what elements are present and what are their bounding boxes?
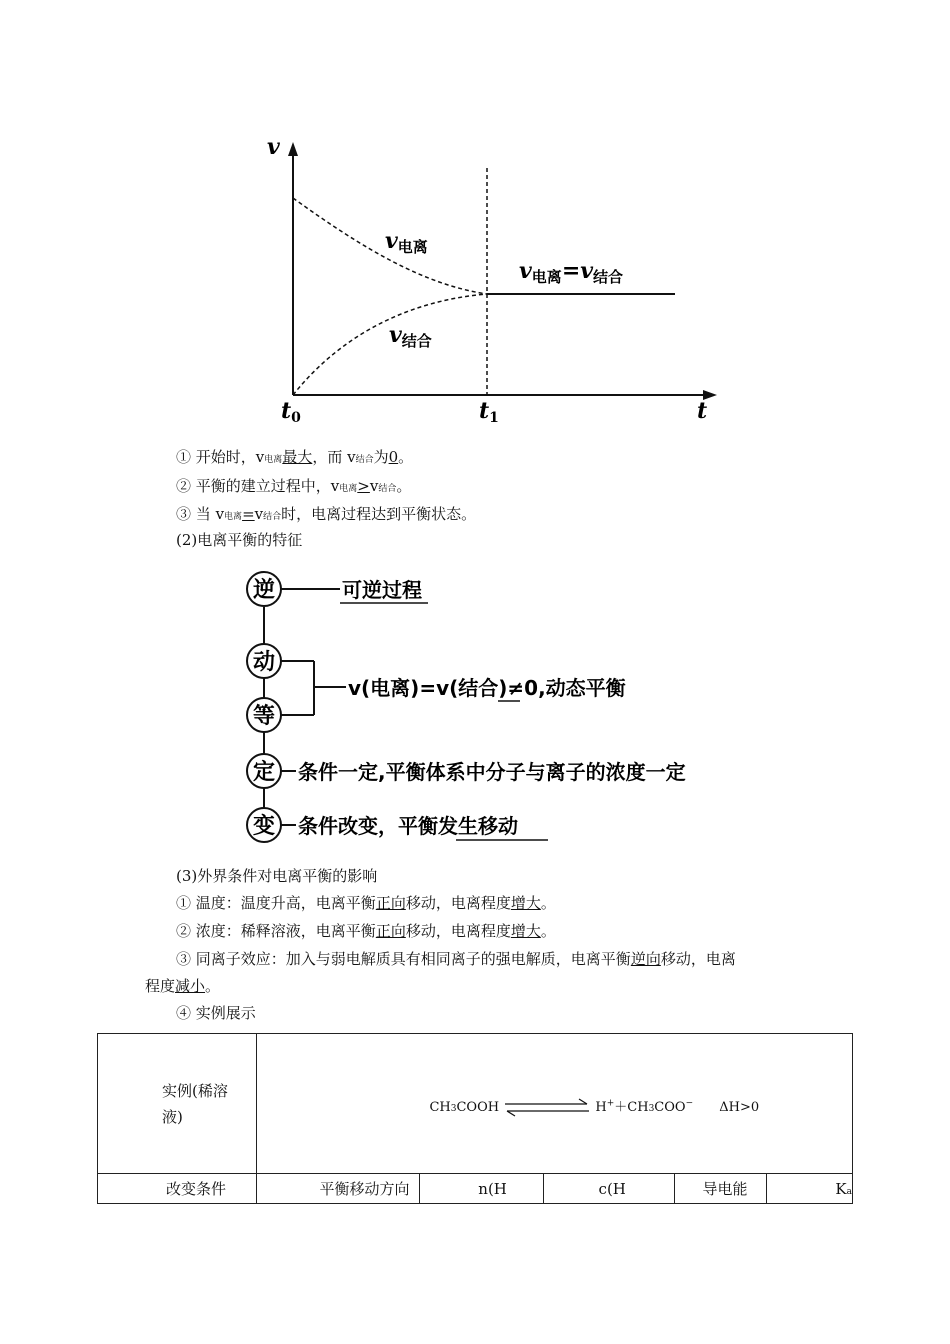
v-ionization-label: v电离: [385, 228, 428, 256]
bullet-common-ion: ③ 同离子效应：加入与弱电解质具有相同离子的强电解质，电离平衡逆向移动，电离: [176, 950, 736, 968]
example-label-line-1: 实例(稀溶: [162, 1081, 228, 1100]
table-row-reaction: [98, 1034, 853, 1174]
text-fixed: 条件一定,平衡体系中分子与离子的浓度一定: [298, 760, 686, 784]
bullet-process: ② 平衡的建立过程中，v电离>v结合。: [176, 477, 412, 495]
example-label-cell: [98, 1034, 257, 1174]
bullet-common-ion-cont: 程度减小。: [145, 977, 221, 995]
table-header-row: [98, 1174, 853, 1204]
reaction-cell: [257, 1034, 853, 1174]
bullet-concentration: ② 浓度：稀释溶液，电离平衡正向移动，电离程度增大。: [176, 922, 556, 940]
equilibrium-features-diagram: [240, 565, 760, 850]
x-axis-label: t: [697, 398, 708, 424]
t1-label: t1: [479, 398, 499, 426]
equilibrium-arrow-icon: [503, 1098, 591, 1118]
th-change-condition: 改变条件: [98, 1174, 257, 1204]
v-combination-label: v结合: [389, 322, 432, 350]
section-3-heading: (3)外界条件对电离平衡的影响: [176, 867, 378, 885]
rate-time-graph: [255, 130, 735, 430]
th-ka: Ka: [767, 1174, 853, 1204]
bullet-start: ① 开始时，v电离最大，而 v结合为0。: [176, 448, 414, 466]
section-2-heading: (2)电离平衡的特征: [176, 531, 303, 549]
char-equal: 等: [252, 704, 276, 729]
th-shift-direction: 平衡移动方向: [257, 1174, 420, 1204]
y-axis-arrow: [288, 142, 298, 156]
example-label-line-2: 液): [162, 1107, 183, 1126]
char-fixed: 定: [252, 760, 276, 785]
y-axis-label: v: [267, 134, 280, 160]
text-change: 条件改变，平衡发生移动: [298, 814, 518, 838]
text-reversible: 可逆过程: [342, 578, 422, 602]
char-change: 变: [252, 814, 276, 839]
th-conductivity: 导电能: [674, 1174, 767, 1204]
example-table: [97, 1033, 853, 1204]
reaction-equation: CH3COOH H+＋CH3COO− ΔH>0: [429, 1096, 759, 1118]
char-dynamic: 动: [252, 650, 276, 675]
bullet-temperature: ① 温度：温度升高，电离平衡正向移动，电离程度增大。: [176, 894, 556, 912]
char-reversible: 逆: [252, 578, 276, 603]
bullet-example: ④ 实例展示: [176, 1004, 256, 1022]
equilibrium-label: v电离=v结合: [519, 258, 624, 286]
bullet-equilibrium: ③ 当 v电离=v结合时，电离过程达到平衡状态。: [176, 505, 477, 523]
th-c-h: c(H: [543, 1174, 674, 1204]
text-dynamic-equal: v(电离)=v(结合)≠0,动态平衡: [348, 676, 626, 700]
th-n-h: n(H: [420, 1174, 543, 1204]
t0-label: t0: [281, 398, 301, 426]
